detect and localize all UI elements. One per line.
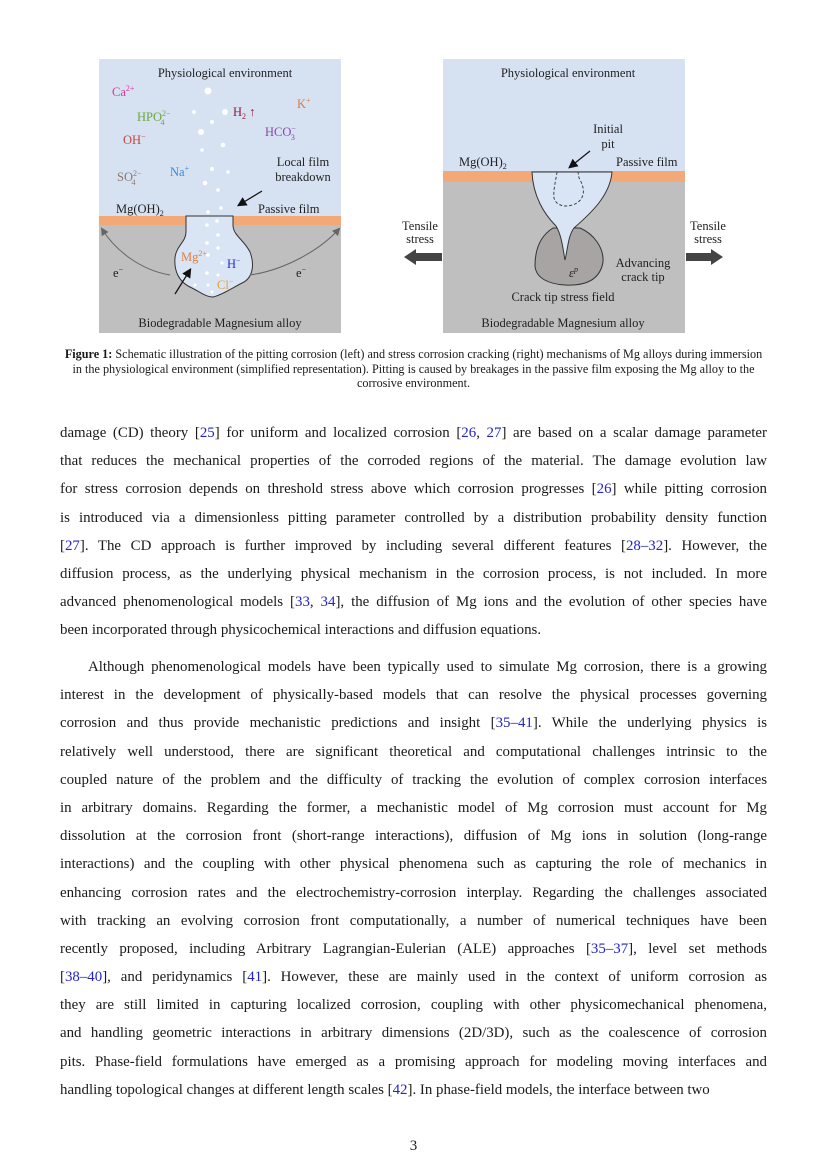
citation[interactable]: [35–41]	[490, 715, 538, 732]
ion-mg: $Mg^{2+}$	[181, 249, 207, 264]
citation[interactable]: [26]	[591, 481, 617, 498]
tensile-arrow-left-icon	[404, 249, 442, 265]
mgoh2-label-right: $Mg(OH)_2$	[459, 155, 507, 171]
environment-label: Physiological environment	[157, 66, 293, 80]
citation-link[interactable]: 26	[596, 481, 612, 498]
text-line: handling topological changes at different length scales [42]. In phase-field models, the interface between two	[60, 1081, 710, 1098]
ion-h: H−	[227, 256, 241, 271]
alloy-label-left: Biodegradable Magnesium alloy	[138, 316, 302, 330]
citation-link[interactable]: 38–40	[64, 969, 103, 986]
citation-link[interactable]: 25	[199, 425, 215, 441]
passive-film-label-left: Passive film	[258, 202, 320, 216]
ion-oh: OH−	[123, 132, 146, 147]
ion-k: K+	[297, 96, 311, 111]
tensile-label-left-2: stress	[406, 232, 434, 246]
citation-link[interactable]: 34	[320, 594, 336, 611]
text-line: relatively well understood, there are significant theoretical and computational challenges intrinsic to the	[60, 743, 767, 760]
citation-link[interactable]: 28–32	[625, 537, 664, 554]
text-line: coupled nature of the problem and the difficulty of tracking the evolution of complex corrosion interfaces	[60, 771, 767, 788]
text-line: damage (CD) theory [25] for uniform and localized corrosion [26, 27] are based on a scalar damage parameter	[60, 425, 767, 441]
citation-link[interactable]: 27	[64, 537, 80, 554]
mgoh2-label-left: $Mg(OH)_2$	[116, 202, 164, 218]
advancing-label-1: Advancing	[615, 256, 671, 270]
citation-link[interactable]: 33	[295, 594, 310, 611]
ion-hpo4: $HPO^{2-}$ 4	[137, 109, 171, 127]
figure-1-schematic	[0, 0, 827, 340]
tensile-label-left-1: Tensile	[402, 219, 438, 233]
citation-link[interactable]: 27	[486, 425, 502, 441]
tensile-label-right-1: Tensile	[690, 219, 726, 233]
text-line: recently proposed, including Arbitrary Lagrangian-Eulerian (ALE) approaches [35–37], level set methods	[60, 940, 767, 957]
text-line: in arbitrary domains. Regarding the former, a mechanistic model of Mg corrosion must account for Mg	[60, 799, 767, 816]
passive-film-label-right: Passive film	[616, 155, 678, 169]
initial-pit-label-line2: pit	[601, 137, 615, 151]
text-line: dissolution at the corrosion front (short-range interactions), diffusion of Mg ions in solution (long-range	[60, 828, 767, 845]
text-line: they are still limited in capturing localized corrosion, coupling with other physicomechanical phenomena,	[60, 997, 767, 1014]
text-line: corrosion and thus provide mechanistic predictions and insight [35–41]. While the underlying physics is	[60, 715, 767, 732]
tensile-arrow-right-icon	[686, 249, 723, 265]
citation-link[interactable]: 26	[461, 425, 477, 441]
paragraph-2	[60, 653, 767, 1104]
citation[interactable]: [33, 34]	[290, 594, 341, 611]
tensile-label-right-2: stress	[694, 232, 722, 246]
text-line: [38–40], and peridynamics [41]. However, these are mainly used in the context of uniform corrosion as	[60, 969, 767, 986]
citation[interactable]: [28–32]	[620, 537, 669, 554]
ion-ca: $Ca^{2+}$	[112, 84, 135, 99]
citation-link[interactable]: 42	[392, 1081, 408, 1098]
text-line: pits. Phase-field formulations have emerged as a promising approach for modeling moving interfaces and	[60, 1053, 767, 1070]
ion-h2: $H_2$ ↑	[233, 105, 256, 121]
stress-corrosion-cracking-panel	[402, 59, 726, 333]
text-line: been incorporated through physicochemical interactions and diffusion equations.	[60, 622, 542, 639]
environment-label-right: Physiological environment	[500, 66, 636, 80]
citation-link[interactable]: 35–41	[495, 715, 533, 732]
text-line: is introduced via a dimensionless pitting parameter controlled by a distribution probability density function	[60, 509, 767, 526]
citation[interactable]: [27]	[60, 537, 85, 554]
ion-cl: Cl−	[217, 277, 234, 292]
citation[interactable]: [38–40]	[60, 969, 108, 986]
advancing-label-2: crack tip	[621, 270, 665, 284]
text-line: [27]. The CD approach is further improved by including several different features [28–32]. However, the	[60, 537, 767, 554]
plastic-strain-label: $\varepsilon^p$	[569, 265, 578, 280]
text-line: with tracking an evolving corrosion front computationally, a number of numerical techniques have been	[60, 912, 767, 929]
text-line: enhancing corrosion rates and the electrochemistry-corrosion interplay. Regarding the challenges associated	[60, 884, 767, 901]
ion-so4: $SO^{2-}$ 4	[117, 169, 142, 187]
text-line: advanced phenomenological models [33, 34], the diffusion of Mg ions and the evolution of other species have	[60, 594, 767, 611]
ion-hco3: HCO− 3	[265, 124, 296, 142]
text-line: for stress corrosion depends on threshold stress above which corrosion progresses [26] while pitting corrosion	[60, 481, 768, 498]
figure-caption	[62, 347, 765, 391]
caption-label: Figure 1:	[64, 347, 113, 361]
text-line: Although phenomenological models have been typically used to simulate Mg corrosion, there is a growing	[88, 659, 767, 675]
text-line: diffusion process, as the underlying physical mechanism in the corrosion process, is not included. In more	[60, 565, 767, 582]
text-line: and handling geometric interactions in arbitrary dimensions (2D/3D), such as the coalescence of corrosion	[60, 1025, 767, 1042]
electron-label-left: e−	[113, 265, 124, 280]
caption-text: Schematic illustration of the pitting corrosion (left) and stress corrosion cracking (right) mechanisms of Mg alloys during immersion in the physiological environment (simplified representation). Pitting is caused by breakages in the passive film exposing the Mg alloy to the corrosive environment.	[72, 347, 763, 391]
citation-link[interactable]: 35–37	[590, 940, 629, 957]
text-line: interactions) and the coupling with other physical phenomena such as capturing the role of mechanics in	[60, 856, 767, 873]
electron-label-right: e−	[296, 265, 307, 280]
citation[interactable]: [42]	[387, 1081, 413, 1098]
breakdown-label-line2: breakdown	[275, 170, 331, 184]
text-line: that reduces the mechanical properties of the corroded regions of the material. The damage evolution law	[60, 453, 767, 470]
alloy-label-right: Biodegradable Magnesium alloy	[481, 316, 645, 330]
initial-pit-label-line1: Initial	[593, 122, 623, 136]
citation[interactable]: [41]	[242, 969, 268, 986]
ion-na: Na+	[170, 164, 190, 179]
pitting-corrosion-panel	[99, 59, 341, 333]
citation[interactable]: [25]	[194, 425, 220, 441]
stress-field-label: Crack tip stress field	[511, 290, 615, 304]
citation[interactable]: [35–37]	[585, 940, 634, 957]
citation[interactable]: [26, 27]	[456, 425, 507, 441]
page-number: 3	[409, 1138, 418, 1154]
paragraph-1	[60, 419, 767, 645]
text-line: interest in the development of physically-based models that can resolve the physical processes governing	[60, 687, 767, 704]
citation-link[interactable]: 41	[247, 969, 263, 986]
breakdown-label-line1: Local film	[276, 155, 330, 169]
